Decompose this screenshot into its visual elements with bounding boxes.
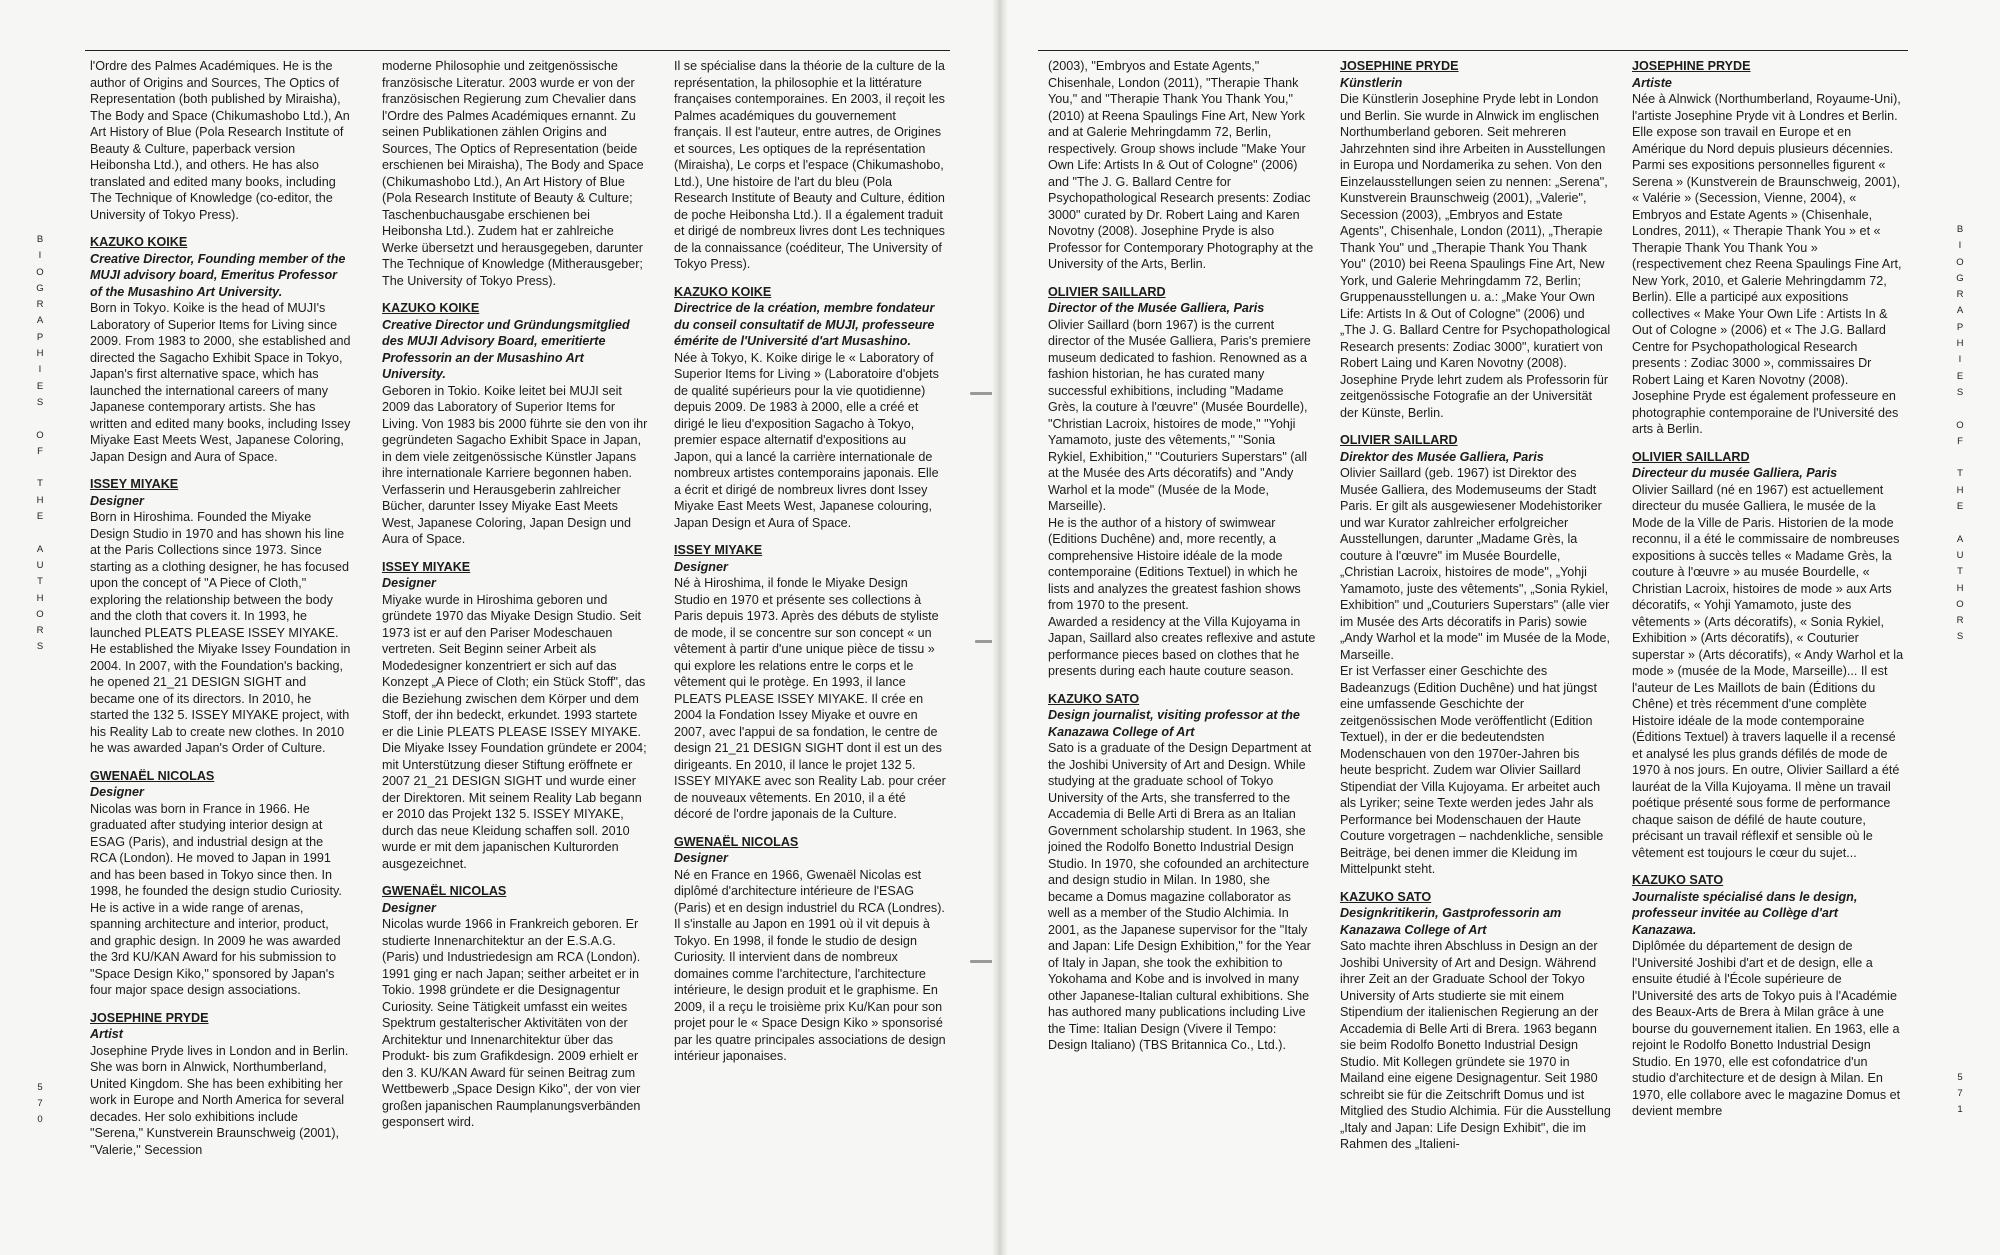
bio-entry [674, 542, 946, 823]
bio-role: Directeur du musée Galliera, Paris [1632, 466, 1838, 480]
bio-text: Sato machte ihren Abschluss in Design an der Joshibi University of Art and Design. Während ihrer Zeit an der Graduate School der Tokyo University of Arts studierte sie mit einem Stipendium der italienischen Regierung an der Accademia di Belle Arti di Brera. 1963 begann sie beim Rodolfo Bonetto Industrial Design Studio. Mit Kollegen gründete sie 1970 in Mailand eine eigene Designagentur. Seit 1980 schreibt sie für die Zeitschrift Domus und ist Mitglied des Studio Alchimia. Für die Ausstellung „Italy and Japan: Life Design Exhibit", die im Rahmen des „Italieni- [1340, 939, 1611, 1151]
bio-text: Il se spécialise dans la théorie de la culture de la représentation, la philosophie et la littérature françaises contemporaines. En 2003, il reçoit les Palmes académiques du gouvernement français. Il est l'auteur, entre autres, de Origines et sources, Les optiques de la représentation (Miraisha), Le corps et l'espace (Chikumashobo, Ltd.), Une histoire de l'art du bleu (Pola Research Institute of Beauty and Culture, édition de poche Heibonsha Ltd.). Il a également traduit et dirigé de nombreux livres dont Les techniques de la connaissance (coéditeur, The University of Tokyo Press). [674, 59, 945, 271]
bio-entry [382, 559, 650, 873]
bio-name: GWENAËL NICOLAS [382, 884, 507, 898]
bio-name: ISSEY MIYAKE [382, 559, 471, 574]
bio-role: Designer [382, 576, 436, 590]
side-label-biographies: B I O G R A P H I E S O F T H E A U T H O R S [36, 234, 44, 653]
bio-entry [1048, 691, 1316, 1054]
bio-entry [1632, 58, 1904, 438]
right-column-german [1340, 58, 1612, 1248]
bio-role: Creative Director und Gründungsmitglied des MUJI Advisory Board, emeritierte Professorin an der Musashino Art University. [382, 317, 630, 381]
bio-entry [674, 58, 946, 273]
right-page [1000, 0, 2000, 1255]
bio-text: Josephine Pryde lives in London and in Berlin. She was born in Alnwick, Northumberland, United Kingdom. She has been exhibiting her work in Europe and North America for several decades. Her solo exhibitions include "Serena," Kunstverein Braunschweig (2001), "Valerie," Secession [90, 1043, 349, 1157]
bio-role: Designer [382, 900, 436, 915]
right-column-french [1632, 58, 1904, 1248]
bio-role: Artiste [1632, 75, 1672, 90]
bio-text: Olivier Saillard (geb. 1967) ist Direktor des Musée Galliera, des Modemuseums der Stadt Paris. Er gilt als ausgewiesener Modehistoriker und war Kurator zahlreicher erfolgreicher Ausstellungen, darunter „Madame Grès, la couture à l'œuvre" im Musée Bourdelle, „Christian Lacroix, histoires de mode", „Yohji Yamamoto, juste des vêtements", „Sonia Rykiel, Exhibition" und „Couturiers Superstars" (alle vier im Musée des Arts décoratifs in Paris) sowie „Andy Warhol et la mode" im Musée de la Mode, Marseille. Er ist Verfasser einer Geschichte des Badeanzugs (Edition Duchêne) und hat jüngst eine umfassende Geschichte der zeitgenössischen Mode veröffentlicht (Edition Textuel), in der er die bedeutendsten Modenschauen von den 1970er-Jahren bis heute bespricht. Zudem war Olivier Saillard Stipendiat der Villa Kujoyama. Er arbeitet auch als Lyriker; seine Texte werden jedes Jahr als Performance bei Modenschauen der Haute Couture vorgetragen – nachdenkliche, sensible Beiträge, bei denen immer die Kleidung im Mittelpunkt steht. [1340, 466, 1610, 876]
bio-entry [1340, 432, 1612, 878]
bio-entry [90, 476, 352, 757]
bio-text: Diplômée du département de design de l'Université Joshibi d'art et de design, elle a ensuite étudié à l'École supérieure de l'Université des arts de Tokyo puis à l'Académie des Beaux-Arts de Brera à Milan grâce à une bourse du gouvernement italien. En 1963, elle a rejoint le Rodolfo Bonetto Industrial Design Studio. En 1970, elle est cofondatrice d'un studio d'architecture et de design à Milan. En 1970, elle collabore avec le magazine Domus et devient membre [1632, 939, 1901, 1118]
left-column-german [382, 58, 650, 1248]
bio-role: Design journalist, visiting professor at the Kanazawa College of Art [1048, 708, 1300, 739]
bio-text: (2003), "Embryos and Estate Agents," Chisenhale, London (2011), "Therapie Thank You," and "Therapie Thank You Thank You," (2010) at Reena Spaulings Fine Art, New York and at Galerie Mehringdamm 72, Berlin, respectively. Group shows include "Make Your Own Life: Artists In & Out of Cologne" (2006) and "The J. G. Ballard Centre for Psychopathological Research presents: Zodiac 3000" curated by Dr. Robert Laing and Karen Novotny (2008). Josephine Pryde is also Professor for Contemporary Photography at the University of the Arts, Berlin. [1048, 59, 1314, 271]
bio-role: Designer [90, 785, 144, 799]
top-rule [1038, 50, 1908, 51]
bio-text: moderne Philosophie und zeitgenössische französische Literatur. 2003 wurde er von der französischen Regierung zum Chevalier dans l'Ordre des Palmes Académiques ernannt. Zu seinen Publikationen zählen Origins and Sources, The Optics of Representation (beide erschienen bei Miraisha), The Body and Space (Chikumashobo Ltd.), An Art History of Blue (Pola Research Institute of Beauty & Culture; Taschenbuchausgabe erschienen bei Heibonsha Ltd.). Zudem hat er zahlreiche Werke übersetzt und herausgegeben, darunter The Technique of Knowledge (Mitherausgeber; The University of Tokyo Press). [382, 59, 644, 288]
bio-role: Künstlerin [1340, 75, 1403, 90]
right-column-english [1048, 58, 1316, 1248]
bio-entry [674, 284, 946, 532]
bio-text: Olivier Saillard (né en 1967) est actuellement directeur du musée Galliera, le musée de la Mode de la Ville de Paris. Historien de la mode reconnu, il a été le commissaire de nombreuses expositions à succès telles « Madame Grès, la couture à l'œuvre » au musée Bourdelle, « Christian Lacroix, histoires de mode » aux Arts décoratifs, « Yohji Yamamoto, juste des vêtements » (Arts décoratifs), « Sonia Rykiel, Exhibition » (Arts décoratifs), « Couturier superstar » (Arts décoratifs), « Andy Warhol et la mode » (musée de la Mode, Marseille)... Il est l'auteur de Les Maillots de bain (Éditions du Chêne) et très récemment d'une complète Histoire idéale de la mode contemporaine (Éditions Textuel) à travers laquelle il a recensé et analysé les plus grands défilés de mode de 1970 à nos jours. En outre, Olivier Saillard a été lauréat de la Villa Kujoyama. Il mène un travail poétique présenté sous forme de performance chaque saison de défilé de haute couture, précisant un travail réflexif et sensible où le vêtement est toujours le cœur du sujet... [1632, 482, 1904, 860]
bio-role: Journaliste spécialisé dans le design, professeur invitée au Collège d'art Kanazawa. [1632, 889, 1858, 937]
bio-text: Die Künstlerin Josephine Pryde lebt in London und Berlin. Sie wurde in Alnwick im englischen Northumberland geboren. Seit mehreren Jahrzehnten sind ihre Arbeiten in Ausstellungen in Europa und Nordamerika zu sehen. Von den Einzelausstellungen seien zu nennen: „Serena", Kunstverein Braunschweig (2001), „Valerie", Secession (2003), „Embryos and Estate Agents", Chisenhale, London (2011), „Therapie Thank You" und „Therapie Thank You Thank You" (2010) bei Reena Spaulings Fine Art, New York, und Galerie Mehringdamm 72, Berlin; Gruppenausstellungen u. a.: „Make Your Own Life: Artists In & Out of Cologne" (2006) und „The J. G. Ballard Centre for Psychopathological Research presents: Zodiac 3000", kuratiert von Robert Laing und Karen Novotny (2008). Josephine Pryde lehrt zudem als Professorin für zeitgenössische Fotografie an der Universität der Künste, Berlin. [1340, 92, 1611, 420]
bio-text: Born in Hiroshima. Founded the Miyake Design Studio in 1970 and has shown his line at the Paris Collections since 1973. Since starting as a clothing designer, he has focused upon the concept of "A Piece of Cloth," exploring the relationship between the body and the cloth that covers it. In 1993, he launched PLEATS PLEASE ISSEY MIYAKE. He established the Miyake Issey Foundation in 2004. In 2007, with the Foundation's backing, he opened 21_21 DESIGN SIGHT and became one of its directors. In 2010, he started the 132 5. ISSEY MIYAKE project, with his Reality Lab to create new clothes. In 2010 he was awarded Japan's Order of Culture. [90, 510, 351, 755]
bio-name: KAZUKO KOIKE [674, 284, 772, 299]
bio-role: Designer [674, 559, 728, 574]
bio-entry [90, 1010, 352, 1159]
bio-name: ISSEY MIYAKE [674, 543, 763, 557]
bio-text: Née à Tokyo, K. Koike dirige le « Laboratory of Superior Items for Living » (Laboratoire d'objets de qualité supérieurs pour la vie quotidienne) depuis 2009. De 1983 à 2000, elle a créé et dirigé le lieu d'exposition Sagacho à Tokyo, premier espace alternatif d'expositions au Japon, qui a lancé la carrière internationale de nombreux artistes contemporains japonais. Elle a écrit et dirigé de nombreux livres dont Issey Miyake East Meets West, Japanese colouring, Japan Design et Aura of Space. [674, 350, 939, 530]
bio-text: Nicolas was born in France in 1966. He graduated after studying interior design at ESAG (Paris), and industrial design at the RCA (London). He moved to Japan in 1991 and has been based in Tokyo since then. In 1998, he founded the design studio Curiosity. He is active in a wide range of arenas, spanning architecture and interior, product, and graphic design. In 2009 he was awarded the 3rd KU/KAN Award for his submission to "Space Design Kiko," sponsored by Japan's four major space design associations. [90, 801, 342, 997]
bio-entry [90, 234, 352, 465]
bio-role: Directrice de la création, membre fondateur du conseil consultatif de MUJI, professeure émérite de l'Université d'art Musashino. [674, 301, 935, 348]
bio-entry [382, 883, 650, 1131]
bio-name: OLIVIER SAILLARD [1340, 433, 1458, 447]
bio-entry [382, 58, 650, 289]
bio-role: Designer [90, 493, 144, 508]
bio-entry [90, 768, 352, 999]
bio-text: Born in Tokyo. Koike is the head of MUJI's Laboratory of Superior Items for Living since 2009. From 1983 to 2000, she established and directed the Sagacho Exhibit Space in Tokyo, Japan's first alternative space, which has launched the international careers of many Japanese contemporary artists. She has written and edited many books, including Issey Miyake East Meets West, Japanese Coloring, Japan Design and Aura of Space. [90, 301, 351, 464]
book-gutter [992, 0, 1008, 1255]
page-number-left: 5 7 0 [37, 1082, 43, 1125]
bio-role: Designkritikerin, Gastprofessorin am Kanazawa College of Art [1340, 906, 1562, 937]
bio-name: KAZUKO SATO [1632, 873, 1724, 887]
bio-name: KAZUKO SATO [1048, 691, 1140, 706]
bio-entry [1340, 58, 1612, 421]
bio-name: JOSEPHINE PRYDE [1632, 59, 1751, 73]
bio-role: Designer [674, 851, 728, 865]
side-label-biographies: B I O G R A P H I E S O F T H E A U T H O R S [1956, 224, 1964, 643]
bio-entry [1048, 284, 1316, 680]
bio-text: Né à Hiroshima, il fonde le Miyake Design Studio en 1970 et présente ses collections à Paris depuis 1973. Après des débuts de styliste de mode, il se concentre sur son concept « un vêtement à partir d'une unique pièce de tissu » qui explore les relations entre le corps et le vêtement qui le protège. En 1993, il lance PLEATS PLEASE ISSEY MIYAKE. Il crée en 2004 la Fondation Issey Miyake et ouvre en 2007, avec l'appui de sa fondation, le centre de design 21_21 DESIGN SIGHT dont il est un des dirigeants. En 2010, il lance le projet 132 5. ISSEY MIYAKE avec son Reality Lab. pour créer de nouveaux vêtements. En 2010, il a été décoré de l'ordre japonais de la Culture. [674, 576, 946, 821]
left-column-english [90, 58, 352, 1248]
bio-name: KAZUKO KOIKE [382, 301, 480, 315]
bio-name: GWENAËL NICOLAS [674, 834, 799, 849]
bio-entry [1340, 889, 1612, 1153]
bio-text: Sato is a graduate of the Design Department at the Joshibi University of Art and Design. While studying at the graduate school of Tokyo University of the Arts, she transferred to the Accademia di Belle Arti di Brera as an Italian Government scholarship student. In 1963, she joined the Rodolfo Bonetto Industrial Design Studio. In 1970, she cofounded an architecture and design studio in Milan. In 1980, she became a Domus magazine collaborator as well as a member of the Studio Alchimia. In 2001, as the Japanese supervisor for the "Italy and Japan: Life Design Exhibition," for the Year of Italy in Japan, she took the exhibition to Yokohama and Kobe and is involved in many other Japanese-Italian cultural exhibitions. She has authored many publications including Live the Time: Italian Design (Vivere il Tempo: Design Italiano) (TBS Britannica Co., Ltd.). [1048, 741, 1312, 1052]
bio-entry [90, 58, 352, 223]
bio-entry [1632, 872, 1904, 1120]
bio-name: OLIVIER SAILLARD [1048, 284, 1166, 299]
bio-name: OLIVIER SAILLARD [1632, 449, 1750, 464]
top-rule [85, 50, 950, 51]
bio-text: Né en France en 1966, Gwenaël Nicolas est diplômé d'architecture intérieure de l'ESAG (Paris) et en design industriel du RCA (Londres). Il s'installe au Japon en 1991 où il vit depuis à Tokyo. En 1998, il fonde le studio de design Curiosity. Il intervient dans de nombreux domaines comme l'architecture, l'architecture intérieure, le design produit et le graphisme. En 2009, il a reçu le troisième prix Ku/Kan pour son projet pour le « Space Design Kiko » sponsorisé par les quatre principales associations de design intérieur japonaises. [674, 867, 946, 1063]
bio-name: GWENAËL NICOLAS [90, 768, 215, 783]
bio-text: Née à Alnwick (Northumberland, Royaume-Uni), l'artiste Josephine Pryde vit à Londres et Berlin. Elle expose son travail en Europe et en Amérique du Nord depuis plusieurs décennies. Parmi ses expositions personnelles figurent « Serena » (Kunstverein de Braunschweig, 2001), « Valérie » (Secession, Vienne, 2004), « Embryos and Estate Agents » (Chisenhale, Londres, 2011), « Therapie Thank You » et « Therapie Thank You Thank You » (respectivement chez Reena Spaulings Fine Art, New York, 2010, et Galerie Mehringdamm 72, Berlin). Elle a participé aux expositions collectives « Make Your Own Life : Artists In & Out of Cologne » (2006) et « The J.G. Ballard Centre for Psychopathological Research presents : Zodiac 3000 », commissaires Dr Robert Laing et Karen Novotny (2008). Josephine Pryde est également professeure en photographie contemporaine de l'Université des arts à Berlin. [1632, 92, 1902, 436]
bio-text: Miyake wurde in Hiroshima geboren und gründete 1970 das Miyake Design Studio. Seit 1973 ist er auf den Pariser Modeschauen vertreten. Seit Beginn seiner Arbeit als Modedesigner konzentriert er sich auf das Konzept „A Piece of Cloth; ein Stück Stoff", das die Beziehung zwischen dem Körper und dem Stoff, der ihn bedeckt, erkundet. 1993 startete er die Linie PLEATS PLEASE ISSEY MIYAKE. Die Miyake Issey Foundation gründete er 2004; mit Unterstützung dieser Stiftung eröffnete er 2007 21_21 DESIGN SIGHT und wurde einer der Direktoren. Mit seinem Reality Lab begann er 2010 das Projekt 132 5. ISSEY MIYAKE, durch das neue Kleidung schaffen soll. 2010 wurde er mit dem japanischen Kulturorden ausgezeichnet. [382, 592, 647, 871]
bio-entry [382, 300, 650, 548]
bio-name: JOSEPHINE PRYDE [1340, 59, 1459, 73]
left-column-french [674, 58, 946, 1248]
page-number-right: 5 7 1 [1957, 1072, 1963, 1115]
bio-name: ISSEY MIYAKE [90, 477, 179, 491]
bio-name: KAZUKO SATO [1340, 889, 1432, 904]
bio-entry [1048, 58, 1316, 273]
bio-text: Geboren in Tokio. Koike leitet bei MUJI seit 2009 das Laboratory of Superior Items for Living. Von 1983 bis 2000 führte sie den von ihr gegründeten Sagacho Exhibit Space in Japan, in dem viele zeitgenössische Künstler Japans ihre internationale Karriere begonnen haben. Verfasserin und Herausgeberin zahlreicher Bücher, darunter Issey Miyake East Meets West, Japanese Coloring, Japan Design und Aura of Space. [382, 383, 648, 546]
bio-role: Direktor des Musée Galliera, Paris [1340, 449, 1544, 464]
bio-name: KAZUKO KOIKE [90, 235, 188, 249]
bio-role: Artist [90, 1027, 123, 1041]
bio-entry [674, 834, 946, 1065]
bio-entry [1632, 449, 1904, 862]
bio-text: Nicolas wurde 1966 in Frankreich geboren. Er studierte Innenarchitektur an der E.S.A.G. (Paris) und Industriedesign am RCA (London). 1991 ging er nach Japan; seither arbeitet er in Tokio. 1998 gründete er die Designagentur Curiosity. Seine Tätigkeit umfasst ein weites Spektrum gestalterischer Aktivitäten von der Architektur und Innenarchitektur über das Produkt- bis zum Grafikdesign. 2009 erhielt er den 3. KU/KAN Award für seinen Beitrag zum Wettbewerb „Space Design Kiko", der von vier großen japanischen Raumplanungsverbänden gesponsert wird. [382, 917, 641, 1129]
bio-role: Creative Director, Founding member of the MUJI advisory board, Emeritus Professor of the Musashino Art University. [90, 251, 346, 299]
bio-text: l'Ordre des Palmes Académiques. He is the author of Origins and Sources, The Optics of Representation (both published by Miraisha), The Body and Space (Chikumashobo Ltd.), An Art History of Blue (Pola Research Institute of Beauty & Culture, paperback version Heibonsha Ltd.), and others. He has also translated and edited many books, including The Technique of Knowledge (co-editor, the University of Tokyo Press). [90, 59, 350, 222]
bio-text: Olivier Saillard (born 1967) is the current director of the Musée Galliera, Paris's premiere museum dedicated to fashion. Renowned as a fashion historian, he has curated many successful exhibitions, including "Madame Grès, la couture à l'œuvre" (Musée Bourdelle), "Christian Lacroix, histoires de mode," "Yohji Yamamoto, juste des vêtements," "Sonia Rykiel, Exhibition," "Couturiers Superstars" (all at the Musée des Arts décoratifs) and "Andy Warhol et la mode" (Musée de la Mode, Marseille). He is the author of a history of swimwear (Editions Duchêne) and, more recently, a comprehensive Histoire idéale de la mode contemporaine (Editions Textuel) in which he lists and analyzes the greatest fashion shows from 1970 to the present. Awarded a residency at the Villa Kujoyama in Japan, Saillard also creates reflexive and astute performance pieces based on clothes that he presents during each haute couture season. [1048, 317, 1316, 678]
bio-name: JOSEPHINE PRYDE [90, 1010, 209, 1025]
bio-role: Director of the Musée Galliera, Paris [1048, 301, 1265, 315]
